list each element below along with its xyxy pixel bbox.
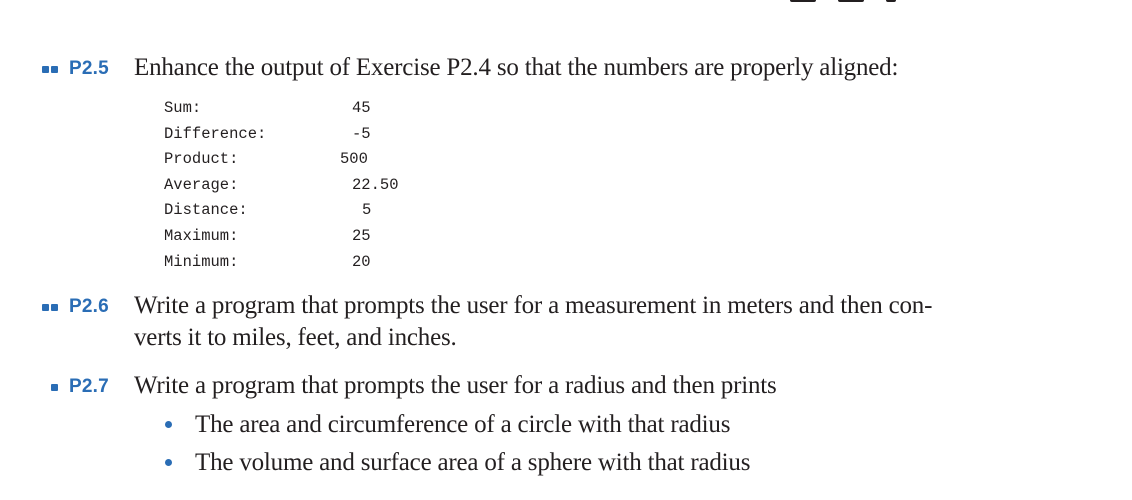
bullet-list (165, 408, 965, 484)
code-value: 45 (352, 99, 371, 117)
difficulty-dot (42, 304, 49, 311)
difficulty-dots (42, 304, 58, 311)
cropped-glyph (790, 0, 816, 2)
code-value: 25 (352, 226, 371, 245)
difficulty-dots (51, 384, 58, 391)
code-label: Maximum: (164, 226, 239, 245)
exercise-text-line: Write a program that prompts the user for a measurement in meters and then con- (134, 292, 933, 319)
code-label: Product: (164, 150, 239, 169)
bullet-text: The area and circumference of a circle with that radius (195, 411, 731, 438)
difficulty-dot (51, 384, 58, 391)
bullet-dot-icon (165, 421, 172, 428)
code-value: 500 (340, 150, 368, 169)
list-item (165, 408, 965, 446)
exercise-number: P2.7 (69, 376, 109, 397)
code-row (164, 122, 464, 148)
cropped-top-edge (0, 0, 1132, 4)
code-label: Average: (164, 175, 239, 194)
code-row (164, 173, 464, 199)
code-row (164, 198, 464, 224)
output-code-block (164, 96, 464, 275)
exercise-text-line: verts it to miles, feet, and inches. (134, 324, 457, 351)
exercise-text: Write a program that prompts the user for a radius and then prints (134, 372, 777, 399)
exercise-text (134, 290, 1034, 354)
cropped-glyph (886, 0, 896, 2)
code-row (164, 250, 464, 276)
code-label: Sum: (164, 99, 202, 117)
code-row (164, 224, 464, 250)
code-label: Difference: (164, 124, 267, 143)
bullet-text: The volume and surface area of a sphere with that radius (195, 449, 751, 476)
difficulty-dot (51, 304, 58, 311)
code-value: 5 (362, 201, 372, 220)
code-value: 20 (352, 252, 371, 271)
code-value: -5 (352, 124, 371, 143)
code-label: Minimum: (164, 252, 239, 271)
code-value: 22.50 (352, 175, 399, 194)
code-row (164, 147, 464, 173)
code-row (164, 96, 464, 122)
difficulty-dots (42, 66, 58, 73)
difficulty-dot (51, 66, 58, 73)
list-item (165, 446, 965, 484)
cropped-glyph (838, 0, 864, 2)
exercise-number: P2.6 (69, 296, 109, 317)
code-label: Distance: (164, 201, 248, 220)
bullet-dot-icon (165, 459, 172, 466)
difficulty-dot (42, 66, 49, 73)
exercise-text: Enhance the output of Exercise P2.4 so that the numbers are properly aligned: (134, 54, 899, 81)
exercise-number: P2.5 (69, 58, 109, 79)
